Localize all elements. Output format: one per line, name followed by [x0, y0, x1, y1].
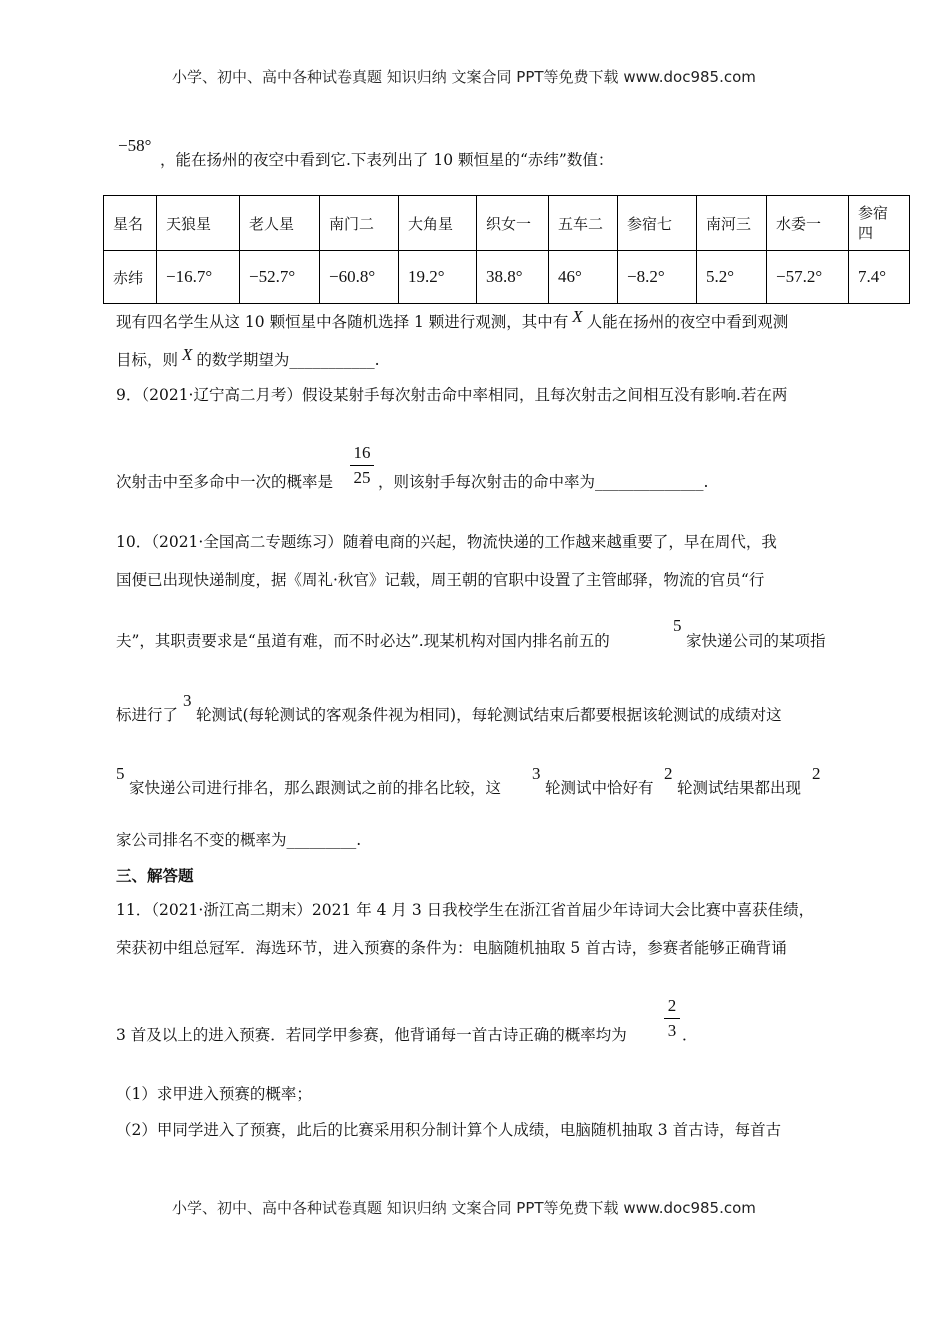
q10-line2: 国便已出现快递制度，据《周礼·秋官》记载，周王朝的官职中设置了主管邮驿，物流的官员“行: [116, 571, 765, 589]
fraction-bar: [350, 465, 374, 466]
q8-text-c: 目标，则: [116, 351, 179, 369]
star-declination-table: [103, 195, 910, 304]
q9-fraction: [350, 443, 374, 488]
table-cell: −16.7°: [157, 251, 240, 304]
fraction-numerator: 2: [667, 996, 677, 1015]
page-header: 小学、初中、高中各种试卷真题 知识归纳 文案合同 PPT等免费下载 www.doc985.com: [172, 68, 756, 86]
q9-line2a: 次射击中至多命中一次的概率是: [116, 473, 334, 491]
q9-line1: 9．（2021·辽宁高二月考）假设某射手每次射击命中率相同，且每次射击之间相互没有影响.若在两: [116, 386, 788, 404]
q11-line3a: 3 首及以上的进入预赛．若同学甲参赛，他背诵每一首古诗正确的概率均为: [116, 1026, 627, 1044]
table-cell: 南门二: [320, 196, 399, 251]
intro-text: ，能在扬州的夜空中看到它.下表列出了 10 颗恒星的“赤纬”数值：: [160, 151, 614, 169]
q10-line4a: 标进行了: [116, 706, 179, 724]
var-x: X: [182, 345, 193, 364]
q9-line2b: ，则该射手每次射击的命中率为______________.: [378, 473, 709, 491]
q8-text-b: 人能在扬州的夜空中看到观测: [586, 313, 789, 331]
page-footer: 小学、初中、高中各种试卷真题 知识归纳 文案合同 PPT等免费下载 www.doc985.com: [172, 1199, 756, 1217]
table-cell: 南河三: [697, 196, 767, 251]
table-cell: −60.8°: [320, 251, 399, 304]
q10-num-3: 3: [183, 691, 192, 710]
q10-num-3b: 3: [532, 764, 541, 783]
table-cell: 星名: [104, 196, 157, 251]
table-cell: 46°: [549, 251, 618, 304]
table-cell: 38.8°: [477, 251, 549, 304]
fraction-bar: [664, 1018, 680, 1019]
q8-line1: [116, 307, 789, 332]
q10-line5a: 家快递公司进行排名，那么跟测试之前的排名比较，这: [129, 779, 502, 797]
q8-line2: [116, 345, 380, 370]
q11-fraction: [664, 996, 680, 1041]
angle-value: −58°: [118, 136, 152, 155]
q8-text-d: 的数学期望为___________.: [196, 351, 380, 369]
table-cell: 天狼星: [157, 196, 240, 251]
table-cell: 5.2°: [697, 251, 767, 304]
fraction-denominator: 25: [353, 468, 371, 487]
table-cell: −52.7°: [240, 251, 320, 304]
section-title: 三、解答题: [116, 866, 194, 885]
table-cell: 7.4°: [849, 251, 910, 304]
q11-line1: 11．（2021·浙江高二期末）2021 年 4 月 3 日我校学生在浙江省首届少年诗词大会比赛中喜获佳绩，: [116, 901, 815, 919]
q10-num-2b: 2: [812, 764, 821, 783]
table-cell: 老人星: [240, 196, 320, 251]
q10-line6: 家公司排名不变的概率为_________.: [116, 831, 362, 849]
table-row-names: [104, 196, 910, 251]
table-cell: 水委一: [767, 196, 849, 251]
q10-num-5: 5: [673, 616, 682, 635]
q10-line3a: 夫”，其职责要求是“虽道有难，而不时必达”.现某机构对国内排名前五的: [116, 632, 610, 650]
table-cell: 五车二: [549, 196, 618, 251]
q10-line5b: 轮测试中恰好有: [545, 779, 654, 797]
table-cell: −57.2°: [767, 251, 849, 304]
table-cell: 赤纬: [104, 251, 157, 304]
table-cell: 19.2°: [399, 251, 477, 304]
table-cell: 参宿七: [618, 196, 697, 251]
q10-num-2: 2: [664, 764, 673, 783]
q10-line4b: 轮测试(每轮测试的客观条件视为相同)，每轮测试结束后都要根据该轮测试的成绩对这: [196, 706, 782, 724]
q11-line2: 荣获初中组总冠军．海选环节，进入预赛的条件为：电脑随机抽取 5 首古诗，参赛者能够正确背诵: [116, 939, 787, 957]
table-row-declination: [104, 251, 910, 304]
table-cell: −8.2°: [618, 251, 697, 304]
q11-line3b: ．: [682, 1026, 698, 1044]
q10-line1: 10．（2021·全国高二专题练习）随着电商的兴起，物流快递的工作越来越重要了，早在周代，我: [116, 533, 777, 551]
q10-line5c: 轮测试结果都出现: [677, 779, 802, 797]
q11-sub1: （1）求甲进入预赛的概率；: [116, 1085, 312, 1103]
table-cell: 织女一: [477, 196, 549, 251]
q8-text-a: 现有四名学生从这 10 颗恒星中各随机选择 1 颗进行观测，其中有: [116, 313, 569, 331]
table-cell: 参宿四: [849, 196, 910, 251]
fraction-numerator: 16: [353, 443, 371, 462]
var-x: X: [572, 307, 583, 326]
q10-line3b: 家快递公司的某项指: [686, 632, 826, 650]
fraction-denominator: 3: [667, 1021, 677, 1040]
q11-sub2: （2）甲同学进入了预赛，此后的比赛采用积分制计算个人成绩，电脑随机抽取 3 首古诗，每首古: [116, 1121, 782, 1139]
table-cell: 大角星: [399, 196, 477, 251]
q10-num-5b: 5: [116, 764, 125, 783]
